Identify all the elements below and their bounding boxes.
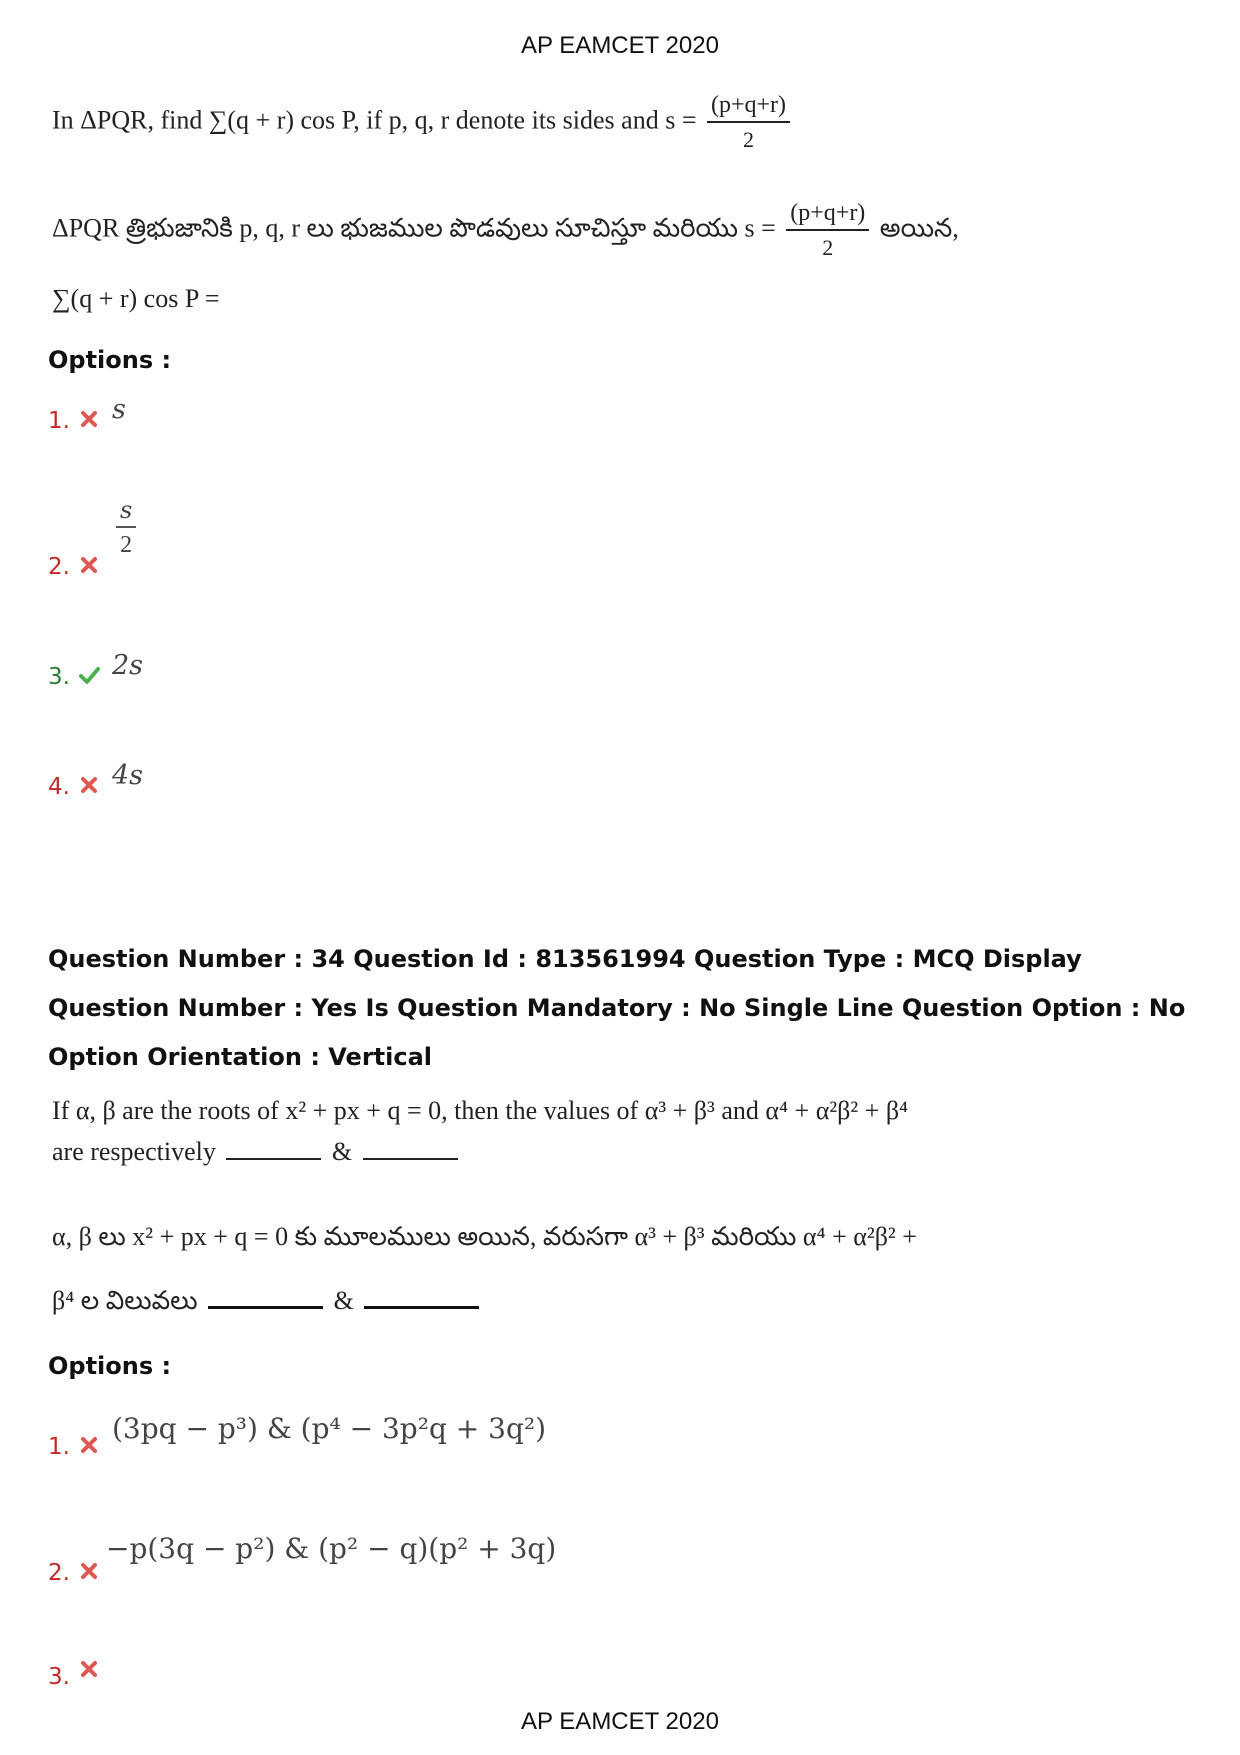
option-number: 3. xyxy=(48,1664,70,1690)
option-value: 2s xyxy=(112,650,144,681)
ampersand: & xyxy=(333,1286,354,1315)
question-telugu-line2: ∑(q + r) cos P = xyxy=(52,284,220,313)
fraction-numerator: s xyxy=(116,496,136,528)
option-value: s xyxy=(112,394,126,425)
option-fraction xyxy=(116,496,136,559)
wrong-icon xyxy=(78,1560,100,1582)
wrong-icon xyxy=(78,408,100,430)
ampersand: & xyxy=(331,1137,353,1166)
fraction-denominator: 2 xyxy=(743,127,754,152)
fraction-denominator: 2 xyxy=(120,532,133,558)
question-telugu xyxy=(52,200,959,261)
wrong-icon xyxy=(78,1434,100,1456)
answer-blank xyxy=(226,1136,321,1160)
option-value: (3pq − p³) & (p⁴ − 3p²q + 3q²) xyxy=(112,1412,547,1445)
option-value: −p(3q − p²) & (p² − q)(p² + 3q) xyxy=(106,1532,557,1565)
page-header: AP EAMCET 2020 xyxy=(521,32,719,59)
option-value: 4s xyxy=(112,760,144,791)
option-number: 3. xyxy=(48,664,70,690)
s-fraction xyxy=(707,92,790,153)
page-footer: AP EAMCET 2020 xyxy=(521,1708,719,1735)
answer-blank xyxy=(363,1136,458,1160)
check-icon xyxy=(78,664,100,686)
options-label: Options : xyxy=(48,1352,172,1380)
wrong-icon xyxy=(78,774,100,796)
s-fraction-telugu xyxy=(786,200,869,261)
option-number: 2. xyxy=(48,1560,70,1586)
option-number: 4. xyxy=(48,774,70,800)
question-telugu-text: ΔPQR త్రిభుజానికి p, q, r లు భుజముల పొడవులు సూచిస్తూ మరియు s = xyxy=(52,213,776,243)
question-telugu-line2 xyxy=(52,1284,483,1322)
question-english-line2 xyxy=(52,1136,462,1167)
fraction-numerator: (p+q+r) xyxy=(786,200,869,231)
wrong-icon xyxy=(78,554,100,576)
question-english-text: In ΔPQR, find ∑(q + r) cos P, if p, q, r denote its sides and s = xyxy=(52,105,697,135)
question-meta: Question Number : 34 Question Id : 813561994 Question Type : MCQ Display Question Number : Yes Is Question Mandatory : No Single Line Question Option : No Option Orientation : Vertical xyxy=(48,945,1186,1071)
question-english xyxy=(52,92,794,153)
question-english-text: are respectively xyxy=(52,1137,216,1166)
question-telugu-text: β⁴ ల విలువలు xyxy=(52,1286,198,1315)
wrong-icon xyxy=(78,1658,100,1680)
option-number: 2. xyxy=(48,554,70,580)
question-telugu-suffix: అయిన, xyxy=(879,213,959,243)
options-label: Options : xyxy=(48,346,172,374)
option-value xyxy=(112,496,140,559)
question-telugu: α, β లు x² + px + q = 0 కు మూలములు అయిన, వరుసగా α³ + β³ మరియు α⁴ + α²β² + xyxy=(52,1222,917,1251)
question-english: If α, β are the roots of x² + px + q = 0, then the values of α³ + β³ and α⁴ + α²β² + β⁴ xyxy=(52,1096,909,1125)
answer-blank xyxy=(364,1284,479,1309)
option-number: 1. xyxy=(48,1434,70,1460)
fraction-denominator: 2 xyxy=(822,235,834,260)
option-number: 1. xyxy=(48,408,70,434)
fraction-numerator: (p+q+r) xyxy=(707,92,790,123)
answer-blank xyxy=(208,1284,323,1309)
